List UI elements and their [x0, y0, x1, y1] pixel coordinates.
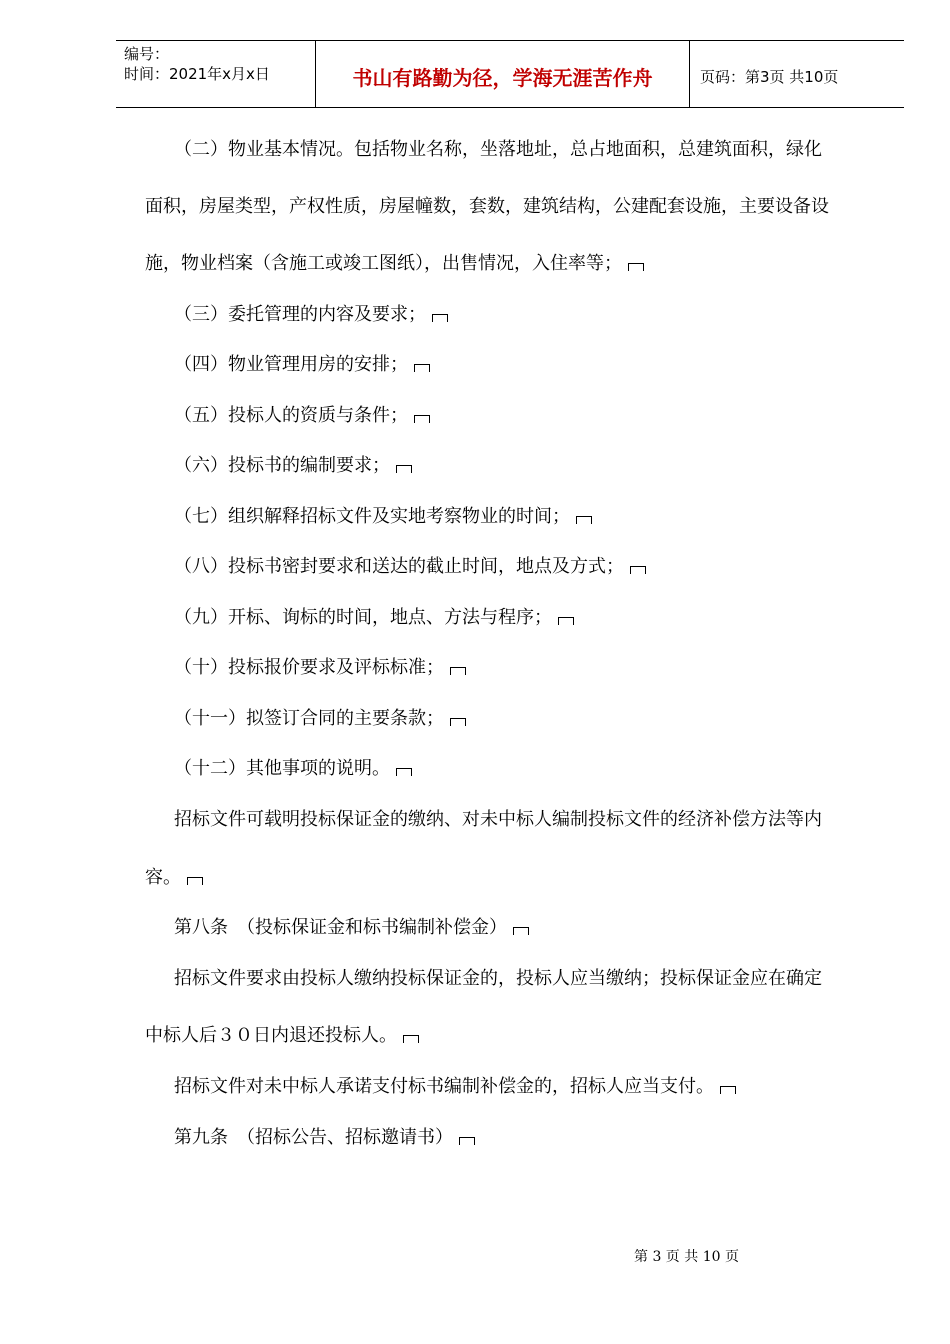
serial-number-label: 编号： [124, 45, 170, 63]
paragraph-line: （十）投标报价要求及评标标准； [174, 656, 466, 680]
paragraph-mark-icon [396, 465, 412, 473]
paragraph-mark-icon [628, 263, 644, 271]
paragraph-line: （三）委托管理的内容及要求； [174, 303, 448, 327]
header-motto-cell [316, 41, 690, 107]
paragraph-line: （十二）其他事项的说明。 [174, 757, 412, 781]
paragraph-mark-icon [720, 1086, 736, 1094]
date-label: 时间：2021年x月x日 [124, 65, 270, 83]
paragraph-line: （九）开标、询标的时间，地点、方法与程序； [174, 606, 574, 630]
paragraph-mark-icon [459, 1137, 475, 1145]
page-code: 页码：第3页 共10页 [700, 68, 839, 86]
paragraph-mark-icon [576, 516, 592, 524]
article-heading: 第八条 （投标保证金和标书编制补偿金） [174, 916, 529, 940]
paragraph-mark-icon [414, 415, 430, 423]
paragraph-line: （六）投标书的编制要求； [174, 454, 412, 478]
paragraph-line: 招标文件可载明投标保证金的缴纳、对未中标人编制投标文件的经济补偿方法等内 [174, 809, 822, 830]
paragraph-mark-icon [450, 667, 466, 675]
paragraph-line: 招标文件对未中标人承诺支付标书编制补偿金的，招标人应当支付。 [174, 1075, 736, 1099]
header-left-cell [116, 41, 316, 107]
motto-text: 书山有路勤为径，学海无涯苦作舟 [352, 66, 653, 90]
article-heading: 第九条 （招标公告、招标邀请书） [174, 1126, 475, 1150]
page-footer: 第 3 页 共 10 页 [634, 1249, 739, 1265]
paragraph-line: 中标人后３０日内退还投标人。 [145, 1024, 419, 1048]
paragraph-line: 招标文件要求由投标人缴纳投标保证金的，投标人应当缴纳；投标保证金应在确定 [174, 968, 822, 989]
header-page-cell [690, 41, 904, 107]
paragraph-mark-icon [513, 927, 529, 935]
paragraph-mark-icon [432, 314, 448, 322]
paragraph-line: （五）投标人的资质与条件； [174, 404, 430, 428]
paragraph-mark-icon [396, 768, 412, 776]
paragraph-line: （八）投标书密封要求和送达的截止时间，地点及方式； [174, 555, 646, 579]
paragraph-mark-icon [630, 566, 646, 574]
page-header [116, 40, 904, 108]
paragraph-line: （十一）拟签订合同的主要条款； [174, 707, 466, 731]
paragraph-mark-icon [187, 877, 203, 885]
paragraph-mark-icon [558, 617, 574, 625]
paragraph-line: 面积，房屋类型，产权性质，房屋幢数，套数，建筑结构，公建配套设施，主要设备设 [145, 196, 829, 217]
paragraph-line: （二）物业基本情况。包括物业名称，坐落地址，总占地面积，总建筑面积，绿化 [174, 139, 822, 160]
paragraph-mark-icon [450, 718, 466, 726]
paragraph-mark-icon [414, 364, 430, 372]
paragraph-line: 施，物业档案（含施工或竣工图纸），出售情况，入住率等； [145, 252, 644, 276]
paragraph-line: （四）物业管理用房的安排； [174, 353, 430, 377]
paragraph-line: （七）组织解释招标文件及实地考察物业的时间； [174, 505, 592, 529]
paragraph-line: 容。 [145, 866, 203, 890]
paragraph-mark-icon [403, 1035, 419, 1043]
